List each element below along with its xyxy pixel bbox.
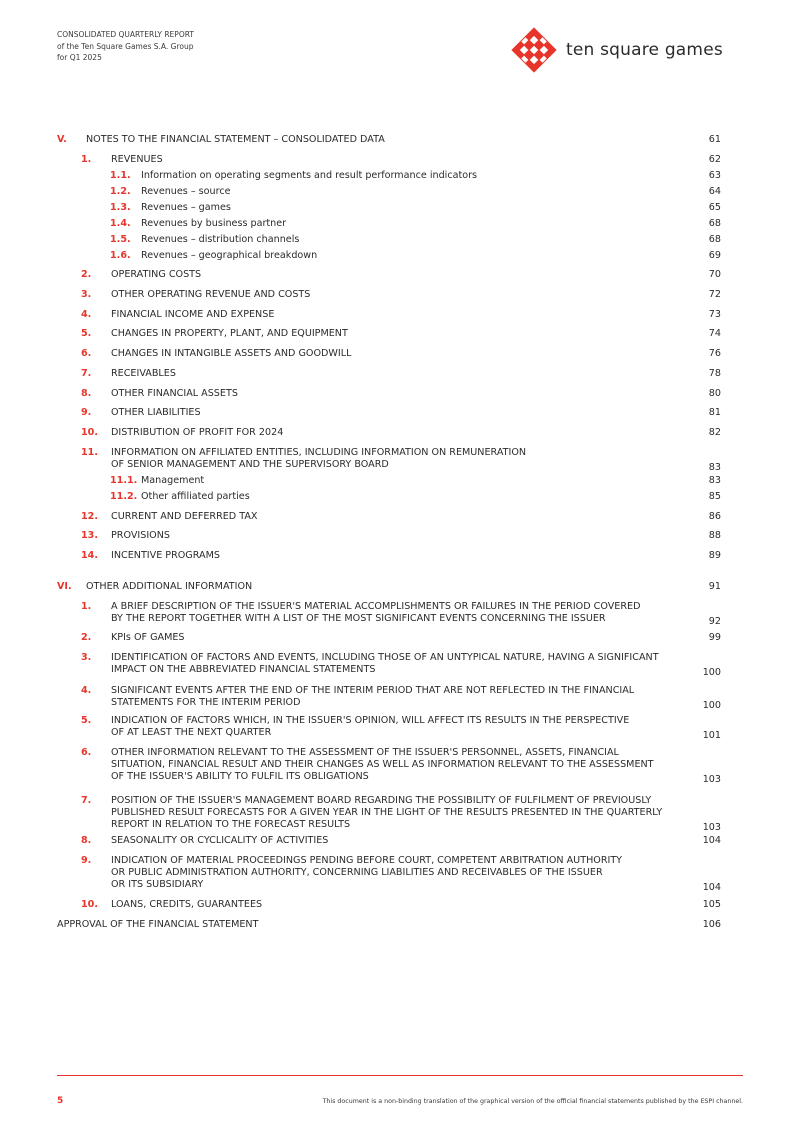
report-company-line: of the Ten Square Games S.A. Group <box>57 41 194 51</box>
toc-entry-number: 2. <box>81 269 92 280</box>
toc-entry-page: 105 <box>702 899 721 910</box>
toc-entry-page: 104 <box>702 882 721 894</box>
toc-entry-page: 106 <box>702 919 721 930</box>
toc-entry-title: NOTES TO THE FINANCIAL STATEMENT – CONSOLIDATED DATA <box>86 134 385 145</box>
toc-entry-number: V. <box>57 134 67 145</box>
toc-entry-title: PROVISIONS <box>111 530 170 541</box>
toc-entry-number: 1. <box>81 601 92 612</box>
toc-entry-title: INDICATION OF FACTORS WHICH, IN THE ISSUER'S OPINION, WILL AFFECT ITS RESULTS IN THE PERSPECTIVE OF AT LEAST THE NEXT QUARTER <box>111 715 630 739</box>
toc-entry-page: 68 <box>708 234 721 245</box>
footer-divider <box>57 1075 743 1076</box>
toc-entry-number: 9. <box>81 407 92 418</box>
toc-entry-page: 100 <box>702 700 721 712</box>
toc-entry-number: 11.1. <box>110 475 138 486</box>
toc-entry-page: 76 <box>708 348 721 359</box>
toc-entry-title: Information on operating segments and result performance indicators <box>141 170 478 181</box>
toc-entry-title: OTHER FINANCIAL ASSETS <box>111 388 238 399</box>
toc-entry-title: RECEIVABLES <box>111 368 176 379</box>
toc-entry-title: REVENUES <box>111 154 163 165</box>
toc-entry-page: 85 <box>708 491 721 502</box>
toc-entry-title: INDICATION OF MATERIAL PROCEEDINGS PENDING BEFORE COURT, COMPETENT ARBITRATION AUTHORITY OR PUBLIC ADMINISTRATION AUTHORITY, CONCERNING LIABILITIES AND RECEIVABLES OF THE ISSUER OR ITS SUBSIDIARY <box>111 855 623 891</box>
toc-entry-title: INFORMATION ON AFFILIATED ENTITIES, INCLUDING INFORMATION ON REMUNERATION OF SENIOR MANAGEMENT AND THE SUPERVISORY BOARD <box>111 447 527 471</box>
toc-entry-title: OTHER LIABILITIES <box>111 407 201 418</box>
toc-entry-page: 88 <box>708 530 721 541</box>
toc-entry-page: 70 <box>708 269 721 280</box>
toc-entry-number: 6. <box>81 747 92 758</box>
toc-entry-page: 74 <box>708 328 721 339</box>
toc-entry-page: 92 <box>708 616 721 628</box>
toc-entry-number: 7. <box>81 368 92 379</box>
toc-entry-title: Revenues – geographical breakdown <box>141 250 318 261</box>
toc-entry-number: 3. <box>81 289 92 300</box>
company-logo <box>511 27 723 73</box>
toc-entry-number: 1.5. <box>110 234 131 245</box>
toc-entry-page: 82 <box>708 427 721 438</box>
toc-entry-page: 61 <box>708 134 721 145</box>
toc-entry-number: 13. <box>81 530 98 541</box>
toc-entry-title: OTHER ADDITIONAL INFORMATION <box>86 581 253 592</box>
toc-entry-title: Other affiliated parties <box>141 491 250 502</box>
toc-entry-page: 62 <box>708 154 721 165</box>
toc-entry-page: 80 <box>708 388 721 399</box>
toc-entry-title: CHANGES IN PROPERTY, PLANT, AND EQUIPMENT <box>111 328 348 339</box>
toc-entry-title: Revenues by business partner <box>141 218 287 229</box>
toc-entry-page: 99 <box>708 632 721 643</box>
toc-entry-page: 65 <box>708 202 721 213</box>
toc-entry-number: 7. <box>81 795 92 806</box>
footer-disclaimer: This document is a non-binding translation of the graphical version of the official financial statements published by the ESPI channel. <box>322 1098 743 1105</box>
toc-entry-number: 10. <box>81 899 98 910</box>
toc-entry-title: A BRIEF DESCRIPTION OF THE ISSUER'S MATERIAL ACCOMPLISHMENTS OR FAILURES IN THE PERIOD COVERED BY THE REPORT TOGETHER WITH A LIST OF THE MOST SIGNIFICANT EVENTS CONCERNING THE ISSUER <box>111 601 641 625</box>
toc-entry-number: 1.1. <box>110 170 131 181</box>
toc-entry-number: 1. <box>81 154 92 165</box>
toc-entry-number: 6. <box>81 348 92 359</box>
toc-entry-title: FINANCIAL INCOME AND EXPENSE <box>111 309 275 320</box>
toc-entry-title: Revenues – source <box>141 186 231 197</box>
toc-entry-number: 9. <box>81 855 92 866</box>
toc-entry-page: 72 <box>708 289 721 300</box>
toc-entry-number: 5. <box>81 715 92 726</box>
toc-entry-number: 11.2. <box>110 491 138 502</box>
toc-entry-number: 1.2. <box>110 186 131 197</box>
toc-entry-number: 8. <box>81 388 92 399</box>
toc-entry-title: OTHER OPERATING REVENUE AND COSTS <box>111 289 311 300</box>
toc-entry-title: KPIs OF GAMES <box>111 632 185 643</box>
toc-entry-page: 63 <box>708 170 721 181</box>
toc-entry-title: SEASONALITY OR CYCLICALITY OF ACTIVITIES <box>111 835 329 846</box>
toc-entry-number: 10. <box>81 427 98 438</box>
toc-entry-number: 4. <box>81 309 92 320</box>
toc-entry-title: LOANS, CREDITS, GUARANTEES <box>111 899 263 910</box>
toc-entry-title: Revenues – games <box>141 202 231 213</box>
toc-entry-number: 4. <box>81 685 92 696</box>
toc-entry-title: OTHER INFORMATION RELEVANT TO THE ASSESSMENT OF THE ISSUER'S PERSONNEL, ASSETS, FINANCIAL SITUATION, FINANCIAL RESULT AND THEIR CHANGES AS WELL AS INFORMATION RELEVANT TO THE ASSESSMENT OF THE ISSUER'S ABILITY TO FULFIL ITS OBLIGATIONS <box>111 747 654 783</box>
toc-entry-page: 64 <box>708 186 721 197</box>
toc-entry-page: 89 <box>708 550 721 561</box>
toc-entry-title: APPROVAL OF THE FINANCIAL STATEMENT <box>57 919 259 930</box>
report-period-line: for Q1 2025 <box>57 53 102 62</box>
toc-entry-title: CHANGES IN INTANGIBLE ASSETS AND GOODWILL <box>111 348 352 359</box>
toc-entry-page: 69 <box>708 250 721 261</box>
toc-entry-title: CURRENT AND DEFERRED TAX <box>111 511 258 522</box>
toc-entry-page: 78 <box>708 368 721 379</box>
toc-entry-title: Management <box>141 475 205 486</box>
toc-entry-page: 104 <box>702 835 721 846</box>
toc-entry-title: POSITION OF THE ISSUER'S MANAGEMENT BOARD REGARDING THE POSSIBILITY OF FULFILMENT OF PREVIOUSLY PUBLISHED RESULT FORECASTS FOR A GIVEN YEAR IN THE LIGHT OF THE RESULTS PRESENTED IN THE QUARTERLY REPORT IN RELATION TO THE FORECAST RESULTS <box>111 795 663 831</box>
toc-entry-page: 68 <box>708 218 721 229</box>
toc-entry-title: SIGNIFICANT EVENTS AFTER THE END OF THE INTERIM PERIOD THAT ARE NOT REFLECTED IN THE FINANCIAL STATEMENTS FOR THE INTERIM PERIOD <box>111 685 635 709</box>
logo-diamond-icon <box>511 27 557 73</box>
toc-entry-number: 14. <box>81 550 98 561</box>
toc-entry-page: 103 <box>702 822 721 834</box>
logo-wordmark: ten square games <box>566 40 723 60</box>
report-title-line: CONSOLIDATED QUARTERLY REPORT <box>57 30 194 39</box>
toc-entry-number: 1.6. <box>110 250 131 261</box>
toc-entry-title: OPERATING COSTS <box>111 269 202 280</box>
toc-entry-number: 12. <box>81 511 98 522</box>
toc-entry-number: 8. <box>81 835 92 846</box>
report-header <box>57 29 194 64</box>
toc-entry-title: DISTRIBUTION OF PROFIT FOR 2024 <box>111 427 284 438</box>
toc-entry-page: 73 <box>708 309 721 320</box>
toc-entry-number: 1.4. <box>110 218 131 229</box>
toc-entry-page: 91 <box>708 581 721 592</box>
toc-entry-page: 86 <box>708 511 721 522</box>
toc-entry-page: 81 <box>708 407 721 418</box>
toc-entry-number: VI. <box>57 581 72 592</box>
toc-entry-number: 5. <box>81 328 92 339</box>
toc-entry-title: Revenues – distribution channels <box>141 234 300 245</box>
toc-entry-title: INCENTIVE PROGRAMS <box>111 550 220 561</box>
toc-entry-page: 101 <box>702 730 721 742</box>
toc-entry-number: 11. <box>81 447 98 458</box>
page-number: 5 <box>57 1096 64 1106</box>
toc-entry-title: IDENTIFICATION OF FACTORS AND EVENTS, INCLUDING THOSE OF AN UNTYPICAL NATURE, HAVING A SIGNIFICANT IMPACT ON THE ABBREVIATED FINANCIAL STATEMENTS <box>111 652 659 676</box>
toc-entry-page: 83 <box>708 475 721 486</box>
toc-entry-page: 103 <box>702 774 721 786</box>
toc-entry-number: 2. <box>81 632 92 643</box>
toc-entry-page: 100 <box>702 667 721 679</box>
toc-entry-number: 3. <box>81 652 92 663</box>
toc-entry-page: 83 <box>708 462 721 474</box>
toc-entry-number: 1.3. <box>110 202 131 213</box>
